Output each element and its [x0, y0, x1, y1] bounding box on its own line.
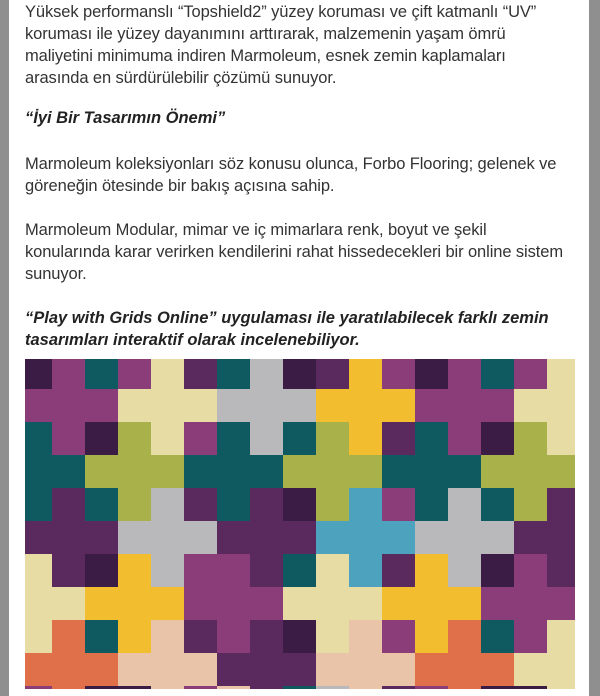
left-frame-border	[0, 0, 9, 696]
pattern-background-tile	[283, 488, 316, 521]
pattern-background-tile	[184, 488, 217, 521]
pattern-background-tile	[481, 359, 514, 389]
pattern-background-tile	[184, 620, 217, 653]
pattern-background-tile	[184, 554, 217, 587]
paragraph-topshield: Yüksek performanslı “Topshield2” yüzey koruması ve çift katmanlı “UV” koruması ile yüzey dayanımını arttırarak, malzemenin yaşam ömrü maliyetini minimuma indiren Marmoleum, esnek zemin kaplamaları arasında en sürdürülebilir çözümü sunuyor.	[25, 3, 537, 87]
pattern-background-tile	[85, 488, 118, 521]
pattern-background-tile	[118, 359, 151, 389]
pattern-background-tile	[481, 488, 514, 521]
pattern-background-tile	[85, 422, 118, 455]
heading-good-design: “İyi Bir Tasarımın Önemi”	[25, 109, 226, 127]
pattern-background-tile	[283, 359, 316, 389]
right-frame-border	[589, 0, 600, 696]
pattern-background-tile	[382, 422, 415, 455]
pattern-background-tile	[217, 359, 250, 389]
pattern-background-tile	[85, 620, 118, 653]
pattern-background-tile	[85, 554, 118, 587]
heading-play-with-grids: “Play with Grids Online” uygulaması ile yaratılabilecek farklı zemin tasarımları interaktif olarak incelenebiliyor.	[25, 309, 549, 349]
pattern-background-tile	[382, 686, 415, 689]
pattern-background-tile	[85, 359, 118, 389]
pattern-background-tile	[382, 359, 415, 389]
pattern-background-tile	[85, 686, 118, 689]
pattern-background-tile	[514, 359, 547, 389]
floor-pattern-image	[25, 359, 575, 689]
pattern-background-tile	[184, 686, 217, 689]
pattern-background-tile	[481, 620, 514, 653]
pattern-background-tile	[184, 422, 217, 455]
cross-tile-pattern	[25, 359, 575, 689]
pattern-background-tile	[382, 488, 415, 521]
paragraph-modular: Marmoleum Modular, mimar ve iç mimarlara renk, boyut ve şekil konularında karar verirken kendilerini rahat hissedecekleri bir online sistem sunuyor.	[25, 221, 563, 283]
pattern-background-tile	[481, 554, 514, 587]
pattern-background-tile	[481, 686, 514, 689]
pattern-background-tile	[283, 686, 316, 689]
pattern-background-tile	[283, 422, 316, 455]
pattern-background-tile	[25, 359, 52, 389]
pattern-background-tile	[283, 554, 316, 587]
paragraph-collections: Marmoleum koleksiyonları söz konusu olunca, Forbo Flooring; gelenek ve göreneğin ötesinde bir bakış açısına sahip.	[25, 155, 557, 195]
pattern-background-tile	[415, 359, 448, 389]
pattern-background-tile	[283, 620, 316, 653]
pattern-background-tile	[481, 422, 514, 455]
pattern-background-tile	[316, 359, 349, 389]
pattern-background-tile	[382, 620, 415, 653]
pattern-background-tile	[184, 359, 217, 389]
pattern-background-tile	[382, 554, 415, 587]
